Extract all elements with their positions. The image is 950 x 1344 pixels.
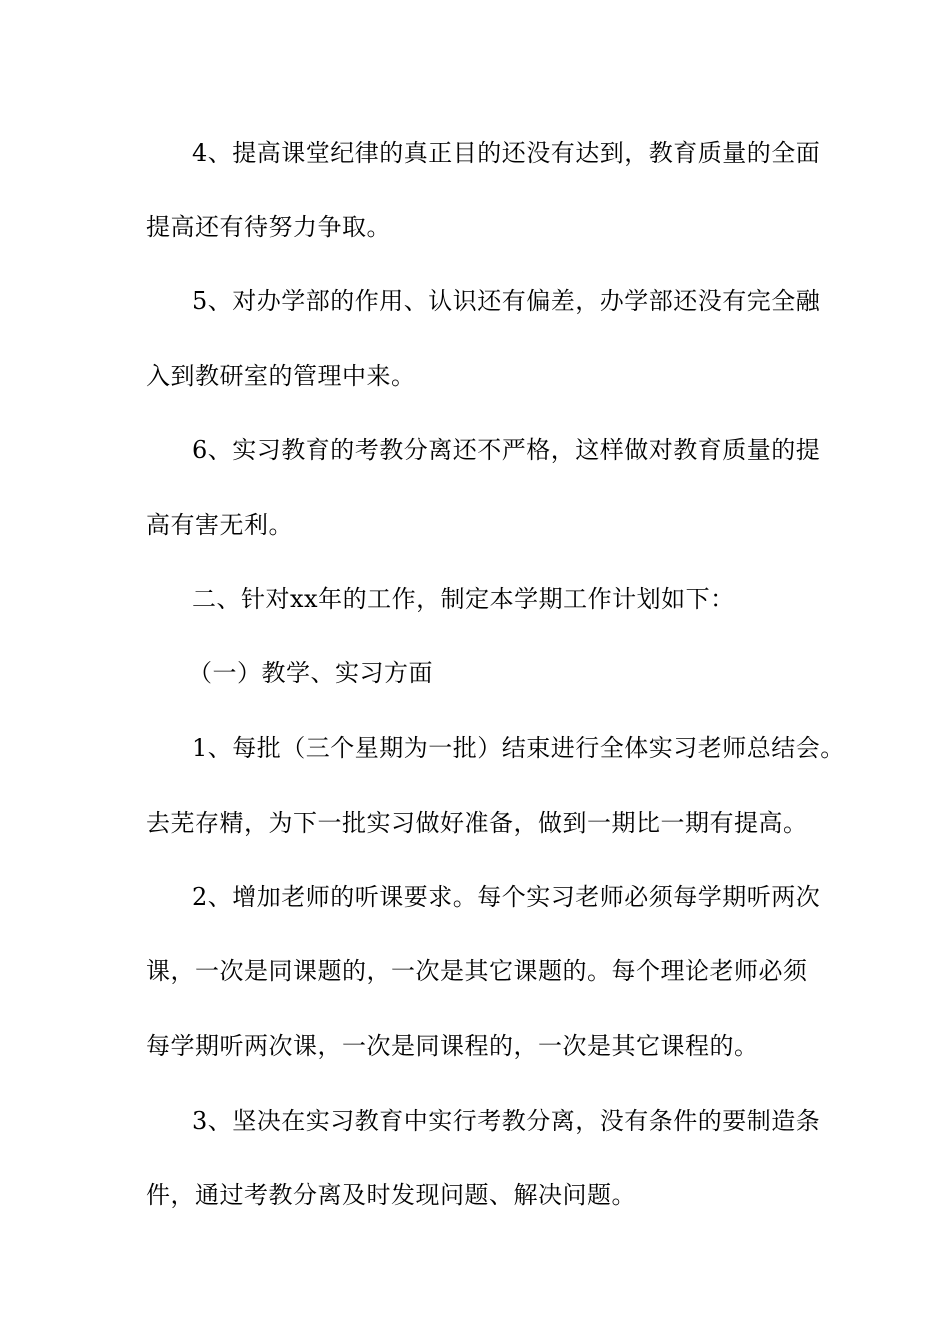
paragraph-line: 高有害无利。 (146, 511, 293, 539)
paragraph-line: 4、提高课堂纪律的真正目的还没有达到，教育质量的全面 (192, 139, 821, 167)
paragraph-line: 件，通过考教分离及时发现问题、解决问题。 (146, 1181, 636, 1209)
section-heading: 二、针对xx年的工作，制定本学期工作计划如下： (192, 585, 735, 613)
paragraph-line: 1、每批（三个星期为一批）结束进行全体实习老师总结会。 (192, 734, 845, 762)
paragraph-line: 课，一次是同课题的，一次是其它课题的。每个理论老师必须 (146, 957, 808, 985)
paragraph-line: 去芜存精，为下一批实习做好准备，做到一期比一期有提高。 (146, 809, 808, 837)
paragraph-line: 3、坚决在实习教育中实行考教分离，没有条件的要制造条 (192, 1107, 821, 1135)
paragraph-line: 入到教研室的管理中来。 (146, 362, 416, 390)
paragraph-line: 每学期听两次课，一次是同课程的，一次是其它课程的。 (146, 1032, 759, 1060)
paragraph-line: 2、增加老师的听课要求。每个实习老师必须每学期听两次 (192, 883, 821, 911)
subsection-heading: （一）教学、实习方面 (188, 659, 433, 687)
paragraph-line: 5、对办学部的作用、认识还有偏差，办学部还没有完全融 (192, 287, 821, 315)
paragraph-line: 提高还有待努力争取。 (146, 213, 391, 241)
paragraph-line: 6、实习教育的考教分离还不严格，这样做对教育质量的提 (192, 436, 821, 464)
